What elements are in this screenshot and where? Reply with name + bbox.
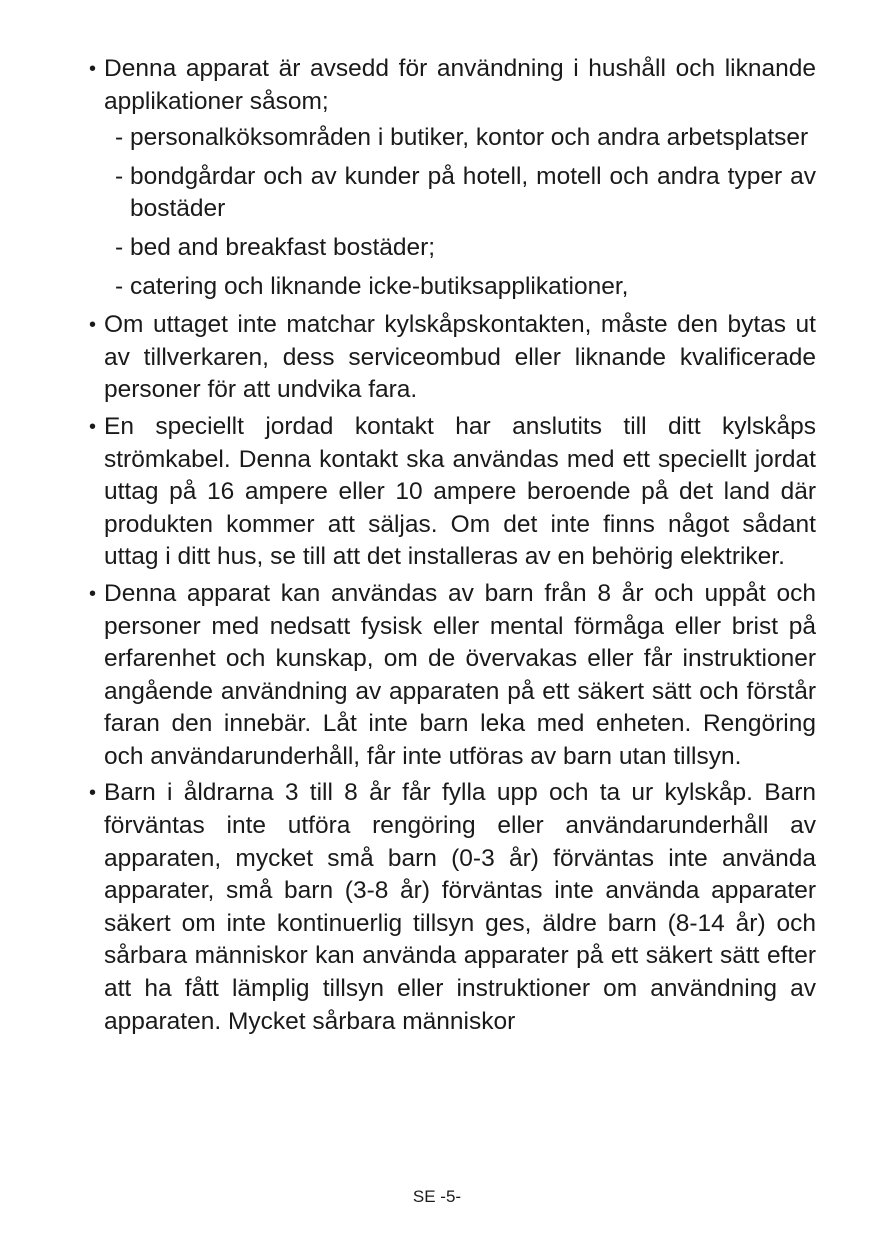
page-number: SE -5- — [412, 1187, 462, 1206]
sub-item-text: personalköksområden i butiker, kontor och andra arbetsplatser — [130, 124, 809, 152]
sub-list — [89, 122, 816, 303]
dash-mark: - — [115, 272, 124, 300]
dash-mark: - — [115, 124, 124, 152]
bullet-mark: • — [89, 415, 97, 438]
bullet-mark: • — [89, 782, 97, 805]
sub-item-bed-and-breakfast — [89, 232, 816, 265]
bullet-item-socket-replacement — [89, 309, 816, 407]
bullet-text: En speciellt jordad kontakt har anslutits till ditt kylskåps strömkabel. Denna kontakt ska användas med ett speciellt jordat uttag på 16 ampere eller 10 ampere beroende på det land där produkten kommer att säljas. Om det inte finns något sådant uttag i ditt hus, se till att det installeras av en behörig elektriker. — [104, 412, 816, 571]
sub-item-text: bondgårdar och av kunder på hotell, motell och andra typer av bostäder — [130, 162, 816, 223]
bullet-item-appliance-use — [89, 53, 816, 118]
bullet-text: Om uttaget inte matchar kylskåpskontakten, måste den bytas ut av tillverkaren, dess serviceombud eller liknande kvalificerade personer för att undvika fara. — [104, 311, 816, 404]
sub-item-staff-kitchens — [89, 122, 816, 155]
bullet-item-children-ages — [89, 777, 816, 1038]
document-body — [89, 53, 816, 1042]
sub-item-farmhouses-hotels — [89, 161, 816, 226]
sub-item-text: catering och liknande icke-butiksapplikationer, — [130, 272, 629, 300]
bullet-text: Denna apparat kan användas av barn från 8 år och uppåt och personer med nedsatt fysisk eller mental förmåga eller brist på erfarenhet och kunskap, om de övervakas eller får instruktioner angående användning av apparaten på ett säkert sätt och förstår faran den innebär. Låt inte barn leka med enheten. Rengöring och användarunderhåll, får inte utföras av barn utan tillsyn. — [104, 579, 816, 770]
bullet-text: Barn i åldrarna 3 till 8 år får fylla upp och ta ur kylskåp. Barn förväntas inte utföra rengöring eller användarunderhåll av apparaten, mycket små barn (0-3 år) förväntas inte använda apparater, små barn (3-8 år) förväntas inte använda apparater säkert om inte kontinuerlig tillsyn ges, äldre barn (8-14 år) och sårbara människor kan använda apparater på ett säkert sätt efter att ha fått lämplig tillsyn eller instruktioner om användning av apparaten. Mycket sårbara människor — [104, 779, 816, 1035]
bullet-text: Denna apparat är avsedd för användning i hushåll och liknande applikationer såsom; — [104, 55, 816, 115]
sub-item-catering — [89, 271, 816, 304]
dash-mark: - — [115, 162, 124, 190]
bullet-mark: • — [89, 58, 97, 80]
dash-mark: - — [115, 233, 124, 261]
bullet-item-grounded-plug — [89, 411, 816, 574]
bullet-mark: • — [89, 314, 97, 337]
bullet-mark: • — [89, 582, 97, 605]
bullet-item-children-usage — [89, 578, 816, 774]
sub-item-text: bed and breakfast bostäder; — [130, 233, 436, 261]
